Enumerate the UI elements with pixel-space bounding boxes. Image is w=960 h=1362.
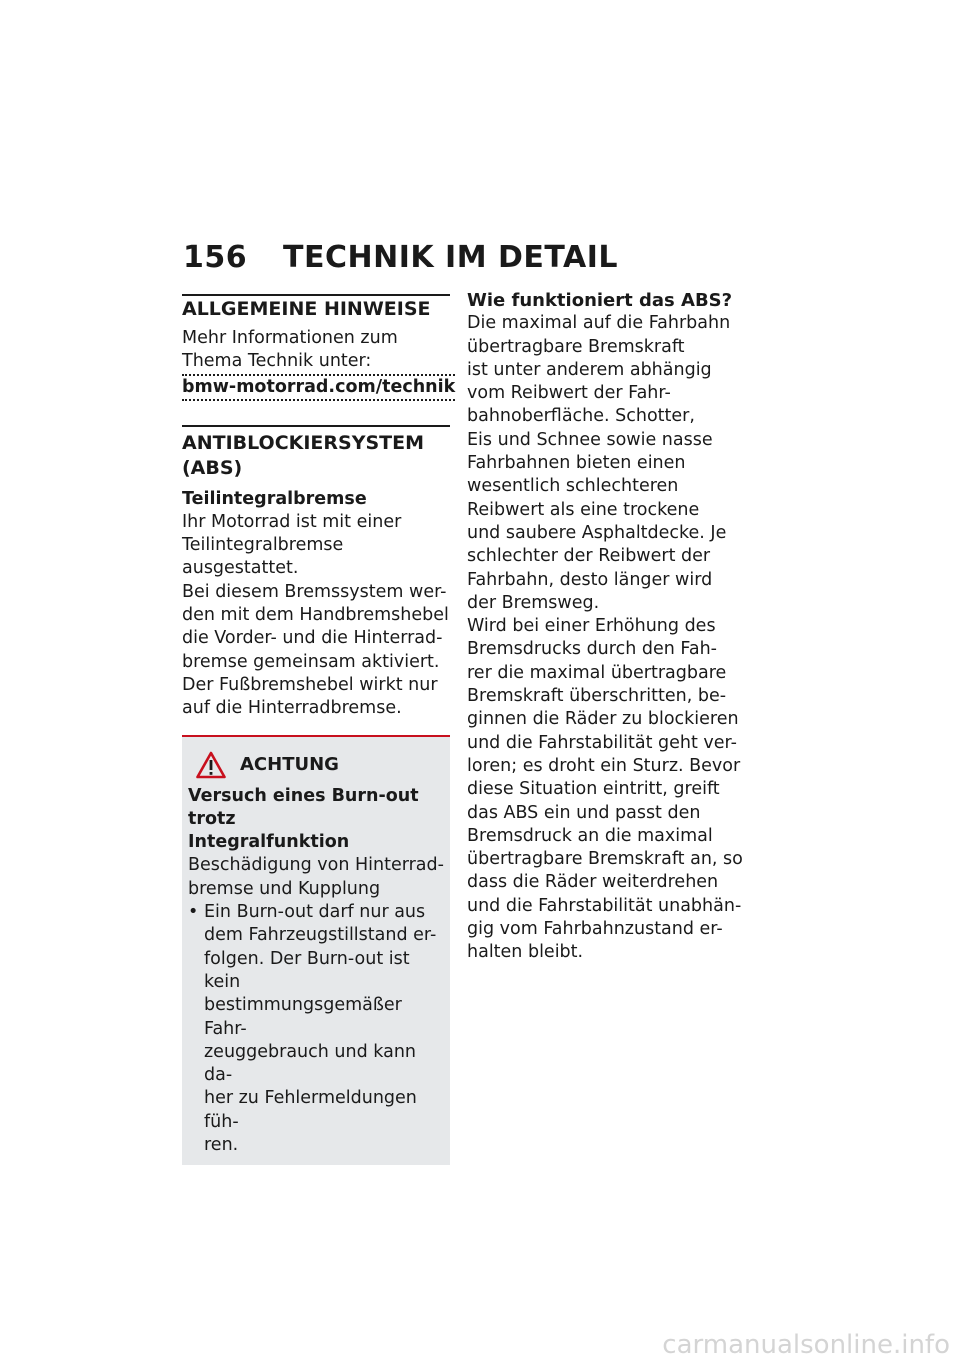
bullet-line: bestimmungsgemäßer Fahr-	[204, 995, 402, 1039]
body-line: Bremsdrucks durch den Fah-	[467, 639, 717, 660]
body-line: übertragbare Bremskraft	[467, 336, 685, 357]
body-line: Der Fußbremshebel wirkt nur	[182, 674, 438, 695]
subhead-teilintegralbremse: Teilintegralbremse	[182, 488, 367, 509]
body-line: vom Reibwert der Fahr-	[467, 383, 671, 404]
bullet-line: Ein Burn-out darf nur aus	[204, 902, 426, 923]
body-line: und saubere Asphaltdecke. Je	[467, 522, 727, 543]
bullet-line: dem Fahrzeugstillstand er-	[204, 925, 437, 946]
bullet-marker: •	[188, 902, 199, 923]
body-line: der Bremsweg.	[467, 592, 600, 613]
info-line: Thema Technik unter:	[182, 351, 372, 372]
body-line: und die Fahrstabilität unabhän-	[467, 895, 742, 916]
body-line: Wird bei einer Erhöhung des	[467, 616, 716, 637]
warning-box	[182, 735, 450, 1166]
watermark: carmanualsonline.info	[662, 1330, 950, 1360]
body-line: bremse gemeinsam aktiviert.	[182, 651, 440, 672]
body-line: halten bleibt.	[467, 942, 584, 963]
body-line: gig vom Fahrbahnzustand er-	[467, 919, 723, 940]
section-title-allgemeine-hinweise: ALLGEMEINE HINWEISE	[182, 298, 431, 320]
body-line: Bei diesem Bremssystem wer-	[182, 581, 447, 602]
section-title-abs: (ABS)	[182, 456, 243, 479]
body-line: das ABS ein und passt den	[467, 802, 701, 823]
page-header	[183, 240, 618, 275]
bullet-line: folgen. Der Burn-out ist kein	[204, 948, 410, 992]
body-line: schlechter der Reibwert der	[467, 546, 711, 567]
technik-link[interactable]: bmw-motorrad.com/technik	[182, 374, 455, 401]
body-line: auf die Hinterradbremse.	[182, 698, 402, 719]
body-line: den mit dem Handbremshebel	[182, 605, 449, 626]
body-line: Bremskraft überschritten, be-	[467, 686, 727, 707]
body-line: Fahrbahn, desto länger wird	[467, 569, 713, 590]
warning-title: Integralfunktion	[188, 832, 350, 853]
info-line: Mehr Informationen zum	[182, 328, 398, 348]
left-column	[182, 294, 456, 1165]
body-line: bahnoberfläche. Schotter,	[467, 406, 695, 427]
section-title-abs: ANTIBLOCKIERSYSTEM	[182, 431, 425, 454]
warning-bullet	[188, 901, 446, 1157]
page-number: 156	[183, 240, 248, 275]
bullet-line: zeuggebrauch und kann da-	[204, 1041, 417, 1086]
body-line: ginnen die Räder zu blockieren	[467, 709, 739, 730]
abs-question-title: Wie funktioniert das ABS?	[467, 290, 733, 311]
warning-label: ACHTUNG	[240, 754, 339, 776]
right-column	[467, 289, 747, 965]
chapter-title: TECHNIK IM DETAIL	[283, 240, 619, 275]
body-line: die Vorder- und die Hinterrad-	[182, 628, 443, 649]
body-line: loren; es droht ein Sturz. Bevor	[467, 755, 741, 776]
body-line: und die Fahrstabilität geht ver-	[467, 732, 737, 753]
body-line: übertragbare Bremskraft an, so	[467, 849, 743, 870]
body-line: Eis und Schnee sowie nasse	[467, 429, 713, 450]
body-line: ist unter anderem abhängig	[467, 359, 712, 380]
body-line: Ihr Motorrad ist mit einer	[182, 511, 402, 532]
warning-line: Beschädigung von Hinterrad-	[188, 855, 444, 876]
warning-header	[188, 751, 446, 779]
warning-triangle-icon	[196, 751, 226, 779]
warning-title: Versuch eines Burn-out trotz	[188, 785, 419, 829]
body-line: rer die maximal übertragbare	[467, 662, 727, 683]
body-line: Reibwert als eine trockene	[467, 499, 700, 520]
body-line: diese Situation eintritt, greift	[467, 779, 720, 800]
bullet-line: ren.	[204, 1135, 239, 1156]
body-line: Teilintegralbremse ausgestattet.	[182, 535, 344, 579]
body-line: wesentlich schlechteren	[467, 476, 679, 497]
body-line: Fahrbahnen bieten einen	[467, 453, 686, 474]
bullet-line: her zu Fehlermeldungen füh-	[204, 1088, 417, 1132]
warning-line: bremse und Kupplung	[188, 878, 381, 899]
body-line: Bremsdruck an die maximal	[467, 825, 713, 846]
body-line: Die maximal auf die Fahrbahn	[467, 313, 731, 334]
body-line: dass die Räder weiterdrehen	[467, 872, 719, 893]
